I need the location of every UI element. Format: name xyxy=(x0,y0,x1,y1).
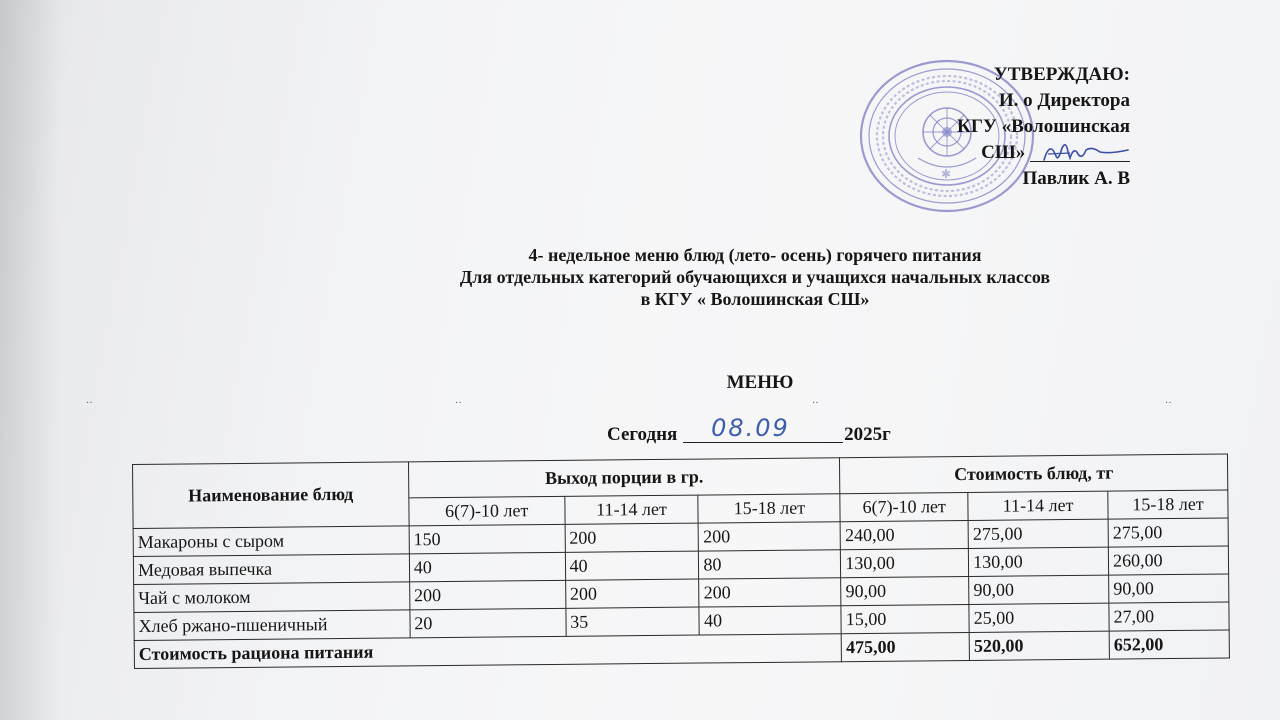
cost-cell: 25,00 xyxy=(969,603,1109,632)
today-year: 2025г xyxy=(844,424,891,445)
cost-cell: 130,00 xyxy=(969,547,1109,576)
document-title xyxy=(250,244,1260,310)
menu-table xyxy=(132,453,1230,669)
cost-cell: 275,00 xyxy=(1108,518,1228,547)
approval-heading: УТВЕРЖДАЮ: xyxy=(993,64,1130,85)
portion-cell: 200 xyxy=(565,579,699,608)
portion-cell: 20 xyxy=(410,608,566,637)
today-date-line xyxy=(607,414,891,446)
approval-block xyxy=(900,62,1130,192)
portion-cell: 35 xyxy=(566,607,700,636)
portion-cell: 200 xyxy=(409,580,565,609)
portion-cell: 40 xyxy=(565,551,699,580)
approval-position: И. о Директора xyxy=(998,90,1130,111)
header-dish-name: Наименование блюд xyxy=(133,462,409,529)
decorative-dots: ·· xyxy=(86,398,93,409)
decorative-dots: ·· xyxy=(1165,398,1172,409)
dish-name: Медовая выпечка xyxy=(133,554,409,585)
portion-cell: 200 xyxy=(699,578,841,607)
portion-cell: 200 xyxy=(699,522,841,551)
title-line-3: в КГУ « Волошинская СШ» xyxy=(640,289,870,309)
portion-cell: 80 xyxy=(699,550,841,579)
dish-name: Макароны с сыром xyxy=(133,526,409,557)
total-cost-cell: 475,00 xyxy=(841,632,969,661)
cost-cell: 90,00 xyxy=(841,576,969,605)
portion-cell: 150 xyxy=(409,524,565,553)
cost-cell: 90,00 xyxy=(1109,574,1229,603)
approval-name: Павлик А. В xyxy=(1022,168,1130,189)
svg-text:✱: ✱ xyxy=(941,167,952,181)
handwritten-date: 08.09 xyxy=(711,414,790,442)
handwritten-signature-icon xyxy=(1040,136,1130,166)
cost-cell: 15,00 xyxy=(841,604,969,633)
header-age-group: 11-14 лет xyxy=(564,495,698,524)
header-portion-group: Выход порции в гр. xyxy=(408,458,840,498)
title-line-1: 4- недельное меню блюд (лето- осень) горячего питания xyxy=(528,245,982,265)
total-cost-cell: 652,00 xyxy=(1109,630,1229,659)
title-line-2: Для отдельных категорий обучающихся и учащихся начальных классов xyxy=(459,267,1051,287)
header-age-group: 6(7)-10 лет xyxy=(409,496,565,525)
header-cost-group: Стоимость блюд, тг xyxy=(840,454,1228,494)
decorative-dots: ·· xyxy=(812,398,819,409)
approval-organization-end: СШ» xyxy=(981,142,1026,163)
decorative-dots: ·· xyxy=(455,398,462,409)
header-age-group: 15-18 лет xyxy=(1108,490,1228,519)
cost-cell: 260,00 xyxy=(1108,546,1228,575)
page-edge-shadow xyxy=(0,0,60,720)
header-age-group: 11-14 лет xyxy=(968,491,1108,520)
cost-cell: 275,00 xyxy=(968,519,1108,548)
cost-cell: 130,00 xyxy=(841,548,969,577)
total-label: Стоимость рациона питания xyxy=(134,634,842,669)
today-label: Сегодня xyxy=(607,424,678,445)
approval-organization: КГУ «Волошинская xyxy=(957,116,1130,137)
portion-cell: 40 xyxy=(699,606,841,635)
dish-name: Хлеб ржано-пшеничный xyxy=(134,610,410,641)
menu-heading: МЕНЮ xyxy=(726,372,794,393)
header-age-group: 6(7)-10 лет xyxy=(840,492,968,521)
dish-name: Чай с молоком xyxy=(134,582,410,613)
date-blank xyxy=(683,414,843,443)
cost-cell: 27,00 xyxy=(1109,602,1229,631)
portion-cell: 40 xyxy=(409,552,565,581)
header-age-group: 15-18 лет xyxy=(698,494,840,523)
cost-cell: 240,00 xyxy=(840,520,968,549)
portion-cell: 200 xyxy=(565,523,699,552)
cost-cell: 90,00 xyxy=(969,575,1109,604)
total-cost-cell: 520,00 xyxy=(969,631,1109,660)
